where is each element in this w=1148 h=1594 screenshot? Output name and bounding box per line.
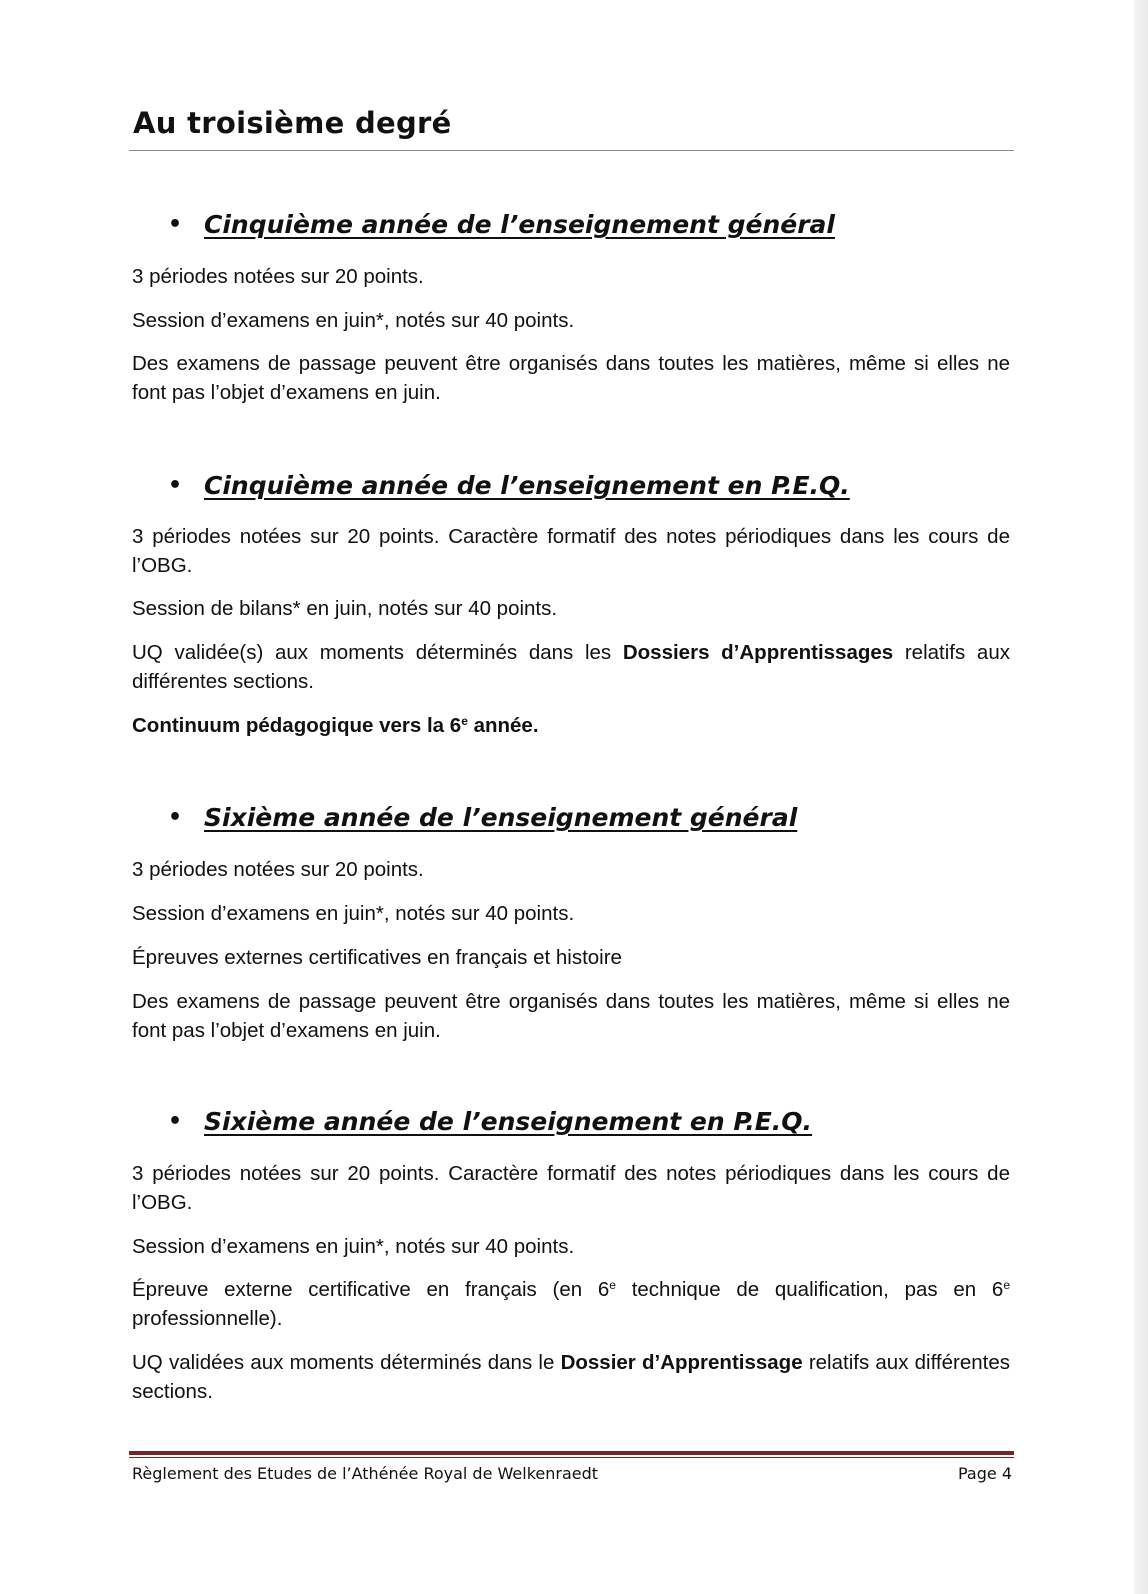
bold-term: Dossier d’Apprentissage	[560, 1351, 803, 1374]
bold-term: Dossiers d’Apprentissages	[622, 641, 894, 664]
paragraph: 3 périodes notées sur 20 points. Caractère formatif des notes périodiques dans les cours de l’OBG.	[132, 1162, 1010, 1214]
footer-divider	[129, 1451, 1014, 1455]
paragraph: Épreuves externes certificatives en français et histoire	[132, 946, 622, 969]
bullet-icon: •	[168, 1109, 183, 1134]
paragraph: UQ validées aux moments déterminés dans le Dossier d’Apprentissage relatifs aux différentes sections.	[132, 1351, 1011, 1403]
paragraph: Des examens de passage peuvent être organisés dans toutes les matières, même si elles ne font pas l’objet d’examens en juin.	[132, 352, 1010, 404]
bullet-icon: •	[168, 805, 183, 830]
page-number: Page 4	[958, 1464, 1012, 1483]
paragraph-bold: Continuum pédagogique vers la 6e année.	[132, 714, 539, 737]
heading-divider	[129, 150, 1014, 151]
section-title-6-peq: • Sixième année de l’enseignement en P.E.Q.	[168, 1107, 813, 1136]
bullet-icon: •	[168, 212, 183, 237]
footer-divider-thin	[129, 1457, 1014, 1458]
paragraph: 3 périodes notées sur 20 points.	[132, 858, 424, 881]
bullet-icon: •	[168, 473, 183, 498]
section-title-6-general: • Sixième année de l’enseignement général	[168, 803, 798, 832]
paragraph: Session d’examens en juin*, notés sur 40 points.	[132, 309, 575, 332]
section-title-5-general: • Cinquième année de l’enseignement général	[168, 210, 835, 239]
footer-document-title: Règlement des Etudes de l’Athénée Royal de Welkenraedt	[132, 1464, 599, 1483]
paragraph: 3 périodes notées sur 20 points. Caractère formatif des notes périodiques dans les cours de l’OBG.	[132, 525, 1010, 577]
paragraph: UQ validée(s) aux moments déterminés dans les Dossiers d’Apprentissages relatifs aux différentes sections.	[132, 641, 1010, 693]
paragraph: Session d’examens en juin*, notés sur 40 points.	[132, 1235, 575, 1258]
paragraph: 3 périodes notées sur 20 points.	[132, 265, 424, 288]
paragraph: Session de bilans* en juin, notés sur 40 points.	[132, 597, 558, 620]
paragraph: Épreuve externe certificative en français (en 6e technique de qualification, pas en 6e professionnelle).	[132, 1278, 1010, 1330]
paragraph: Session d’examens en juin*, notés sur 40 points.	[132, 902, 575, 925]
paragraph: Des examens de passage peuvent être organisés dans toutes les matières, même si elles ne font pas l’objet d’examens en juin.	[132, 990, 1010, 1042]
section-title-5-peq: • Cinquième année de l’enseignement en P.E.Q.	[168, 471, 850, 500]
page-edge	[1134, 0, 1148, 1594]
page-heading: Au troisième degré	[133, 106, 452, 140]
